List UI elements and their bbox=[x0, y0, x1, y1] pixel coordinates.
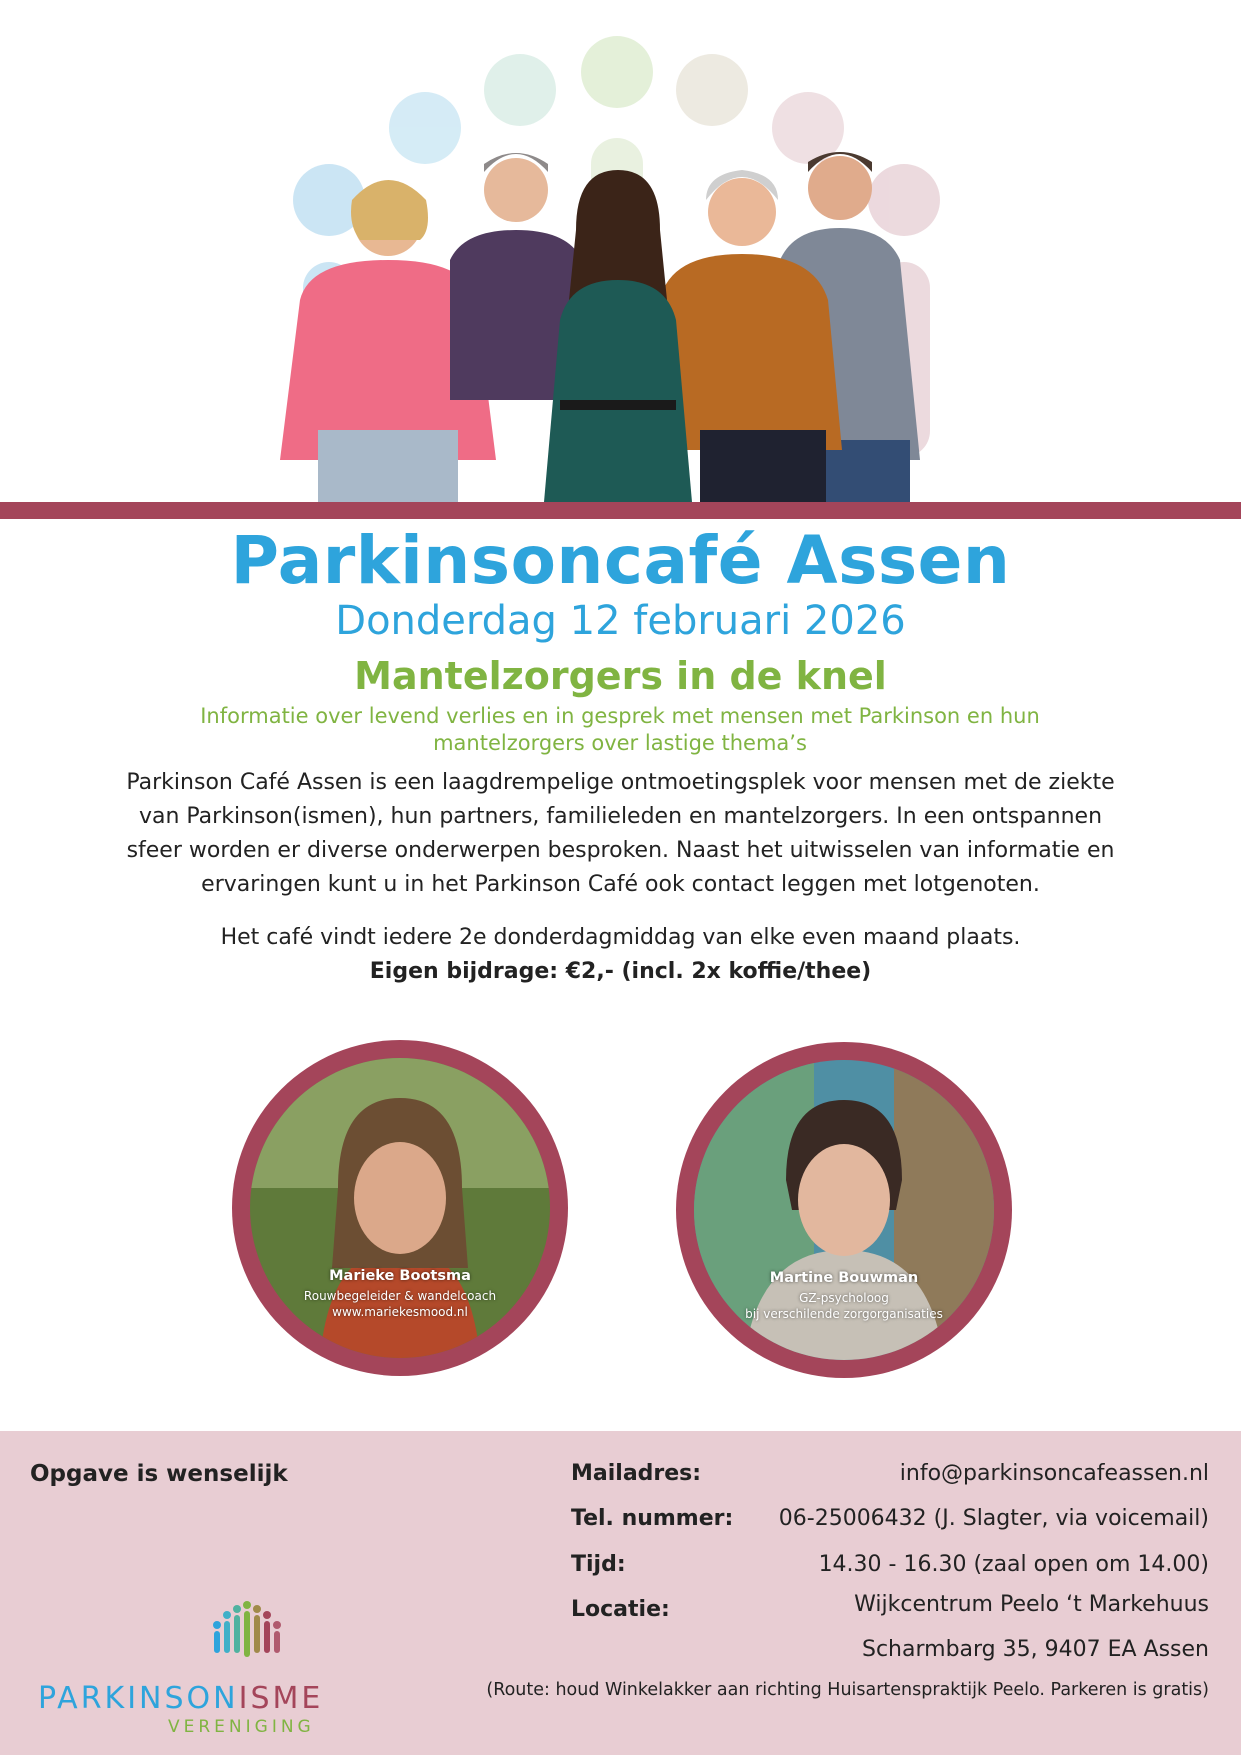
parkinsonisme-logo bbox=[38, 1571, 368, 1741]
intro-line: Parkinson Café Assen is een laagdrempelige ontmoetingsplek voor mensen met de ziekte bbox=[126, 770, 1115, 795]
theme-subtitle bbox=[170, 703, 1070, 757]
mail-value[interactable]: info@parkinsoncafeassen.nl bbox=[899, 1461, 1209, 1486]
signup-note: Opgave is wenselijk bbox=[30, 1461, 288, 1487]
hero-group-photo bbox=[0, 0, 1241, 502]
theme-subtitle-line: Informatie over levend verlies en in gesprek met mensen met Parkinson en hun bbox=[200, 704, 1040, 728]
intro-line: ervaringen kunt u in het Parkinson Café ook contact leggen met lotgenoten. bbox=[201, 872, 1040, 897]
intro-paragraph bbox=[100, 766, 1141, 902]
logo-wordmark-main: PARKINSON bbox=[38, 1681, 239, 1716]
contribution-text: Eigen bijdrage: €2,- (incl. 2x koffie/thee) bbox=[369, 959, 872, 984]
speaker-role: GZ-psycholoog bbox=[799, 1291, 889, 1305]
location-address: Scharmbarg 35, 9407 EA Assen bbox=[862, 1637, 1209, 1662]
speaker-role: Rouwbegeleider & wandelcoach bbox=[303, 1289, 497, 1303]
divider-band bbox=[0, 502, 1241, 519]
schedule-text: Het café vindt iedere 2e donderdagmiddag van elke even maand plaats. bbox=[220, 925, 1021, 950]
intro-line: van Parkinson(ismen), hun partners, familieleden en mantelzorgers. In een ontspannen bbox=[138, 804, 1103, 829]
mail-label: Mailadres: bbox=[571, 1461, 702, 1486]
intro-line: sfeer worden er diverse onderwerpen besproken. Naast het uitwisselen van informatie en bbox=[126, 838, 1115, 863]
speaker-affiliation: bij verschilende zorgorganisaties bbox=[745, 1307, 943, 1321]
logo-wordmark bbox=[38, 1681, 368, 1716]
logo-subtitle: VERENIGING bbox=[168, 1717, 315, 1737]
footer-contact-panel bbox=[0, 1431, 1241, 1755]
location-venue: Wijkcentrum Peelo ‘t Markehuus bbox=[854, 1592, 1209, 1617]
speaker-name: Marieke Bootsma bbox=[329, 1268, 471, 1284]
logo-wordmark-suffix: ISME bbox=[238, 1681, 324, 1716]
speaker-card-2 bbox=[676, 1042, 1012, 1378]
speaker-name: Martine Bouwman bbox=[769, 1270, 919, 1286]
person-green-dress bbox=[544, 170, 692, 502]
time-label: Tijd: bbox=[571, 1552, 626, 1577]
page-title: Parkinsoncafé Assen bbox=[230, 522, 1011, 599]
time-value: 14.30 - 16.30 (zaal open om 14.00) bbox=[818, 1552, 1209, 1577]
location-label: Locatie: bbox=[571, 1597, 670, 1622]
event-date: Donderdag 12 februari 2026 bbox=[335, 598, 906, 644]
speaker-card-1 bbox=[232, 1040, 568, 1376]
theme-subtitle-line: mantelzorgers over lastige thema’s bbox=[433, 731, 807, 755]
logo-figures-icon bbox=[38, 1571, 368, 1681]
route-note: (Route: houd Winkelakker aan richting Huisartenspraktijk Peelo. Parkeren is gratis) bbox=[486, 1680, 1209, 1700]
phone-value[interactable]: 06-25006432 (J. Slagter, via voicemail) bbox=[778, 1506, 1209, 1531]
phone-label: Tel. nummer: bbox=[571, 1506, 734, 1531]
speaker-website[interactable]: www.mariekesmood.nl bbox=[332, 1305, 468, 1319]
theme-title: Mantelzorgers in de knel bbox=[354, 654, 887, 698]
